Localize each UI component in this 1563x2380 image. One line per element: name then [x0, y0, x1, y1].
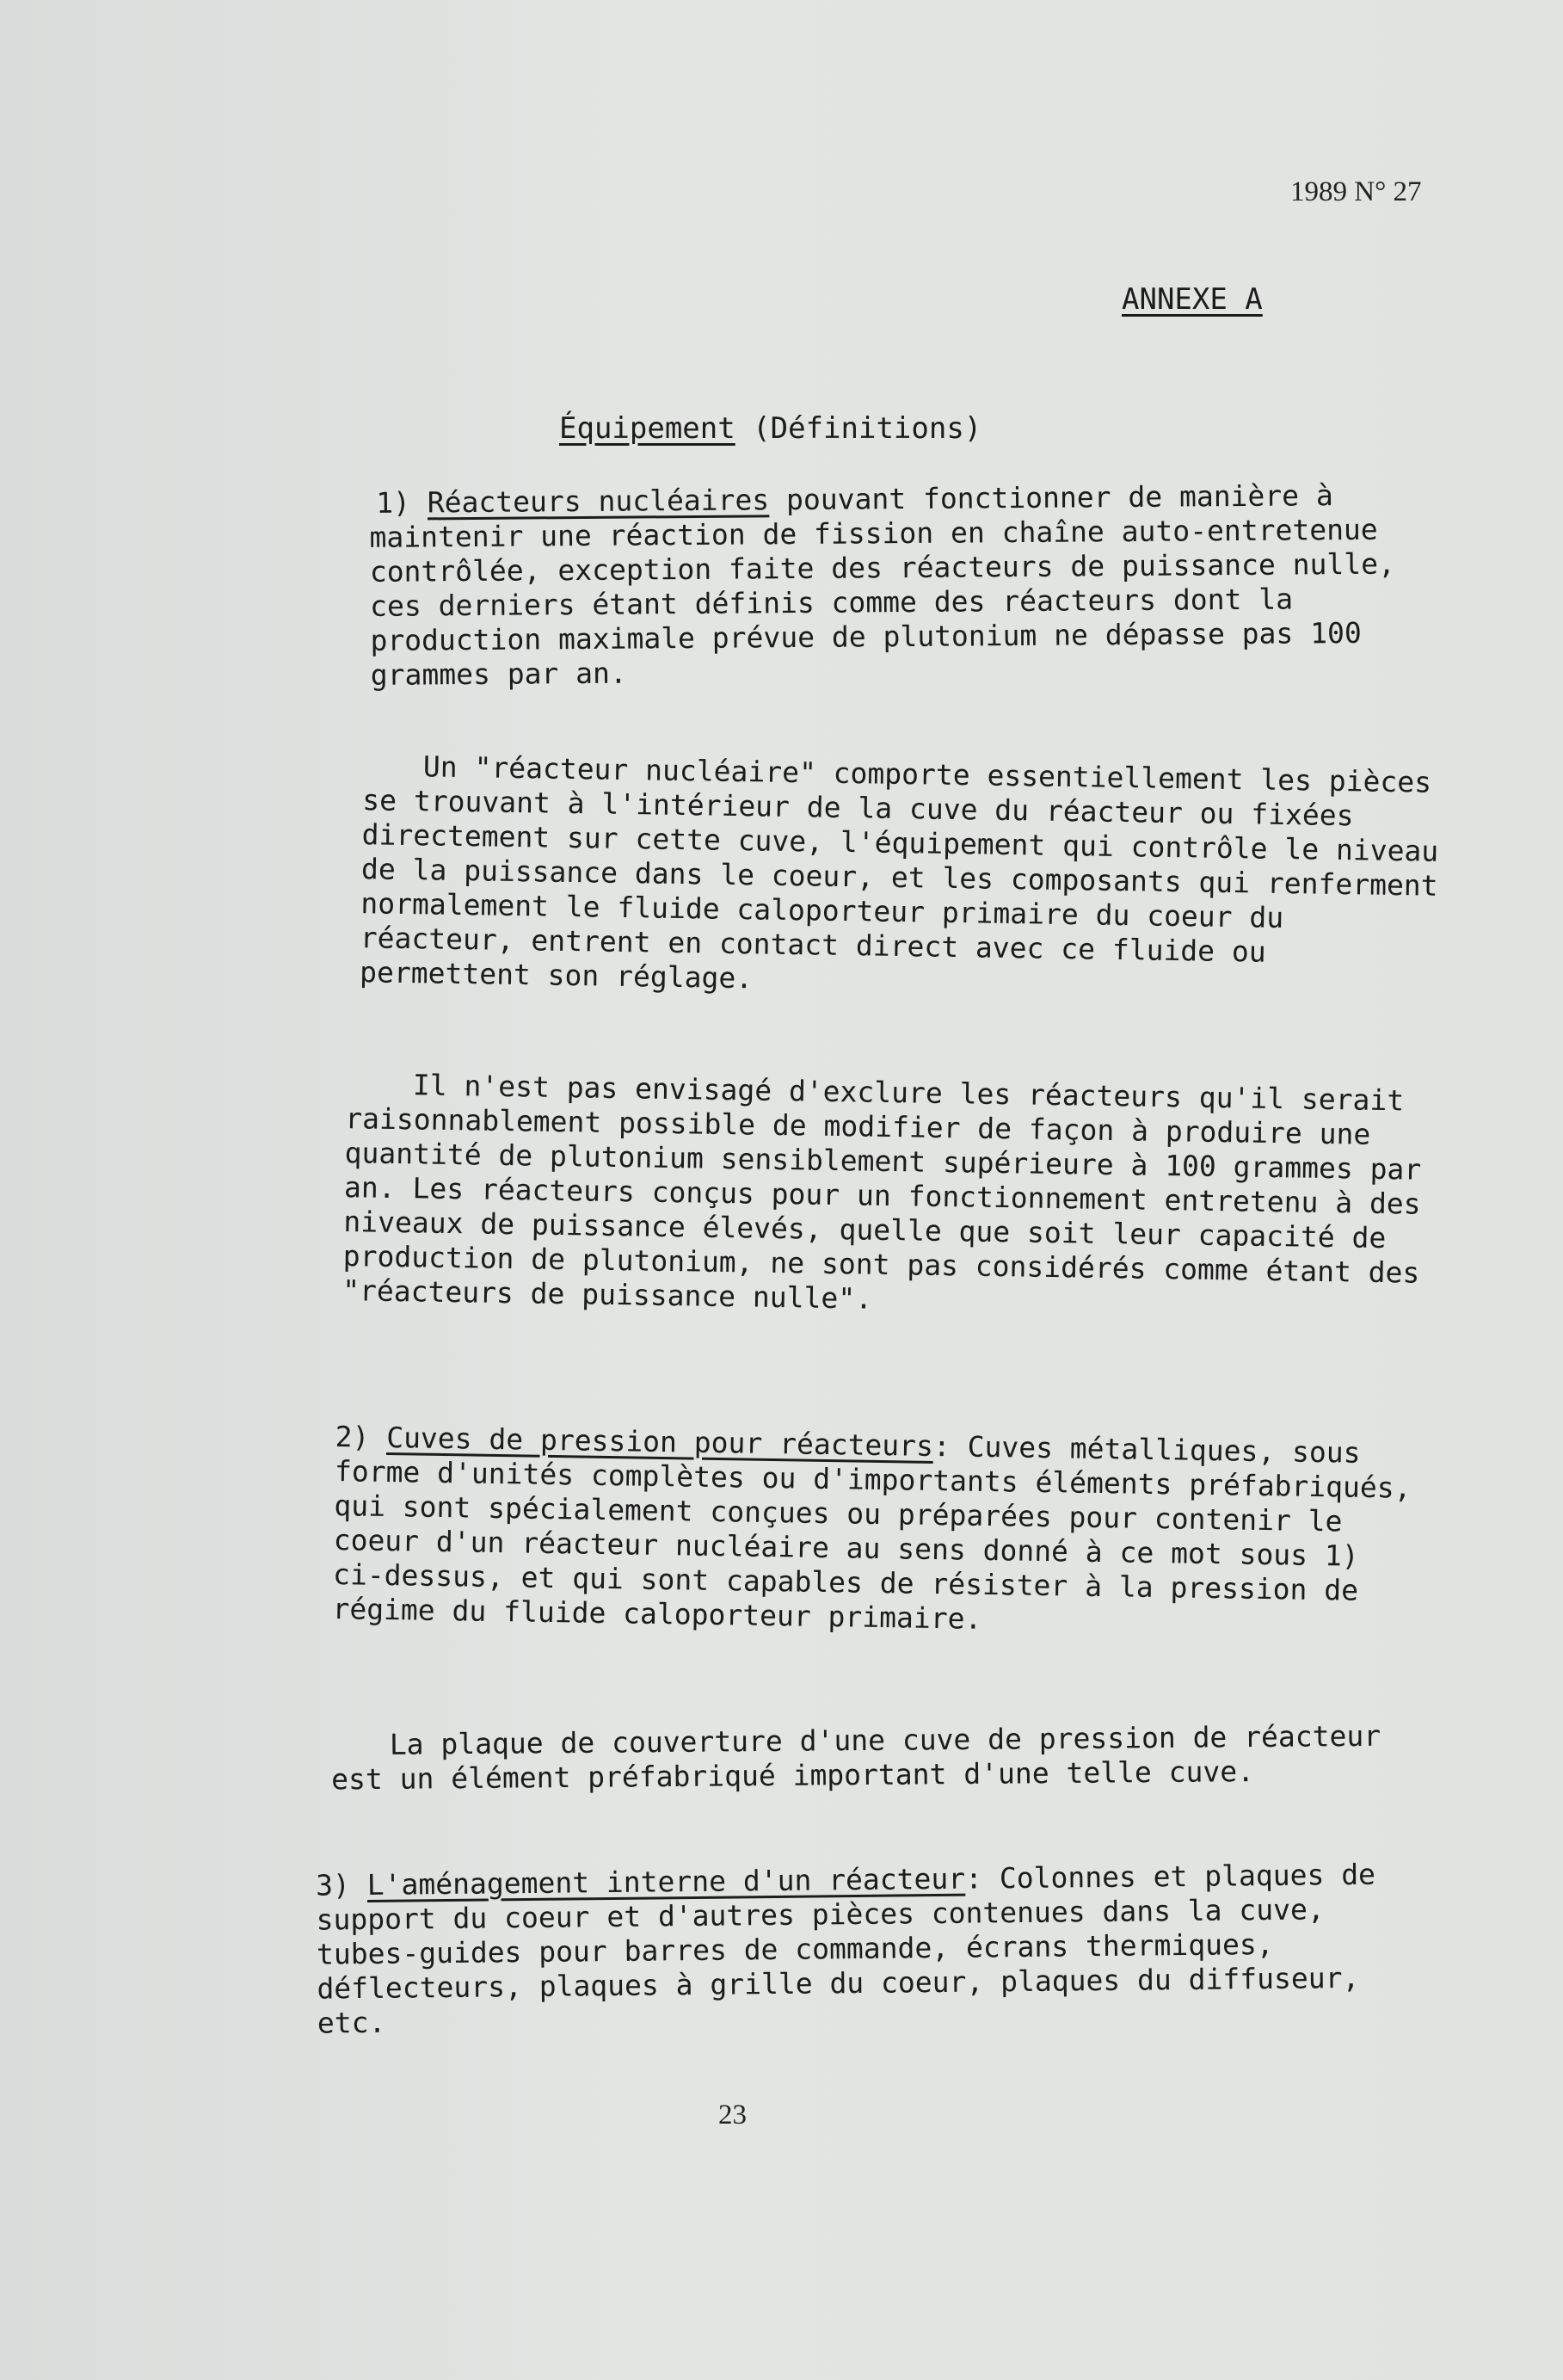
item-2-paragraph-1	[331, 1719, 1399, 1797]
item-1-paragraph-1-text: Un "réacteur nucléaire" comporte essentiellement les pièces se trouvant à l'intérieur de la cuve du réacteur ou fixées directement sur cette cuve, l'équipement qui contrôle le niveau de la puissance dans le coeur, et les composants qui renferment normalement le fluide caloporteur primaire du coeur du réacteur, entrent en contact direct avec ce fluide ou permettent son réglage.	[359, 749, 1439, 996]
item-3-number: 3)	[315, 1867, 368, 1902]
item-3-body: : Colonnes et plaques de support du coeur et d'autres pièces contenues dans la cuve, tubes-guides pour barres de commande, écrans thermiques, déflecteurs, plaques à grille du coeur, plaques du diffuseur, etc.	[316, 1857, 1376, 2040]
item-1-title: Réacteurs nucléaires	[427, 483, 770, 520]
item-1-number: 1)	[376, 485, 428, 520]
section-heading-main: Équipement	[559, 411, 735, 446]
section-heading-sub: (Définitions)	[735, 411, 982, 446]
item-1-text	[369, 478, 1450, 693]
item-1-paragraph-1	[360, 749, 1443, 1007]
item-1-paragraph-2	[342, 1067, 1434, 1325]
page-number: 23	[718, 2099, 747, 2130]
item-3-text	[316, 1857, 1400, 2040]
item-1-body: pouvant fonctionner de manière à maintenir une réaction de fission en chaîne auto-entretenue contrôlée, exception faite des réacteurs de puissance nulle, ces derniers étant définis comme des réacteurs dont la production maximale prévue de plutonium ne dépasse pas 100 grammes par an.	[369, 478, 1396, 692]
header-reference: 1989 N° 27	[1290, 176, 1422, 207]
item-3-title: L'aménagement interne d'un réacteur	[366, 1861, 966, 1902]
item-2-text	[332, 1420, 1428, 1643]
item-2	[332, 1420, 1428, 1643]
item-2-number: 2)	[335, 1420, 387, 1454]
section-heading	[559, 411, 981, 446]
item-2-title: Cuves de pression pour réacteurs	[385, 1420, 934, 1463]
item-1	[369, 478, 1450, 693]
item-3	[316, 1857, 1400, 2040]
item-2-body: : Cuves métalliques, sous forme d'unités complètes ou d'importants éléments préfabriqués, qui sont spécialement conçues ou préparées pour contenir le coeur d'un réacteur nucléaire au sens donné à ce mot sous 1) ci-dessus, et qui sont capables de résister à la pression de régime du fluide caloporteur primaire.	[332, 1428, 1412, 1636]
item-1-paragraph-2-text: Il n'est pas envisagé d'exclure les réacteurs qu'il serait raisonnablement possible de modifier de façon à produire une quantité de plutonium sensiblement supérieure à 100 grammes par an. Les réacteurs conçus pour un fonctionnement entretenu à des niveaux de puissance élevés, quelle que soit leur capacité de production de plutonium, ne sont pas considérés comme étant des "réacteurs de puissance nulle".	[342, 1068, 1422, 1316]
annex-title: ANNEXE A	[1122, 282, 1263, 317]
item-2-paragraph-1-text: La plaque de couverture d'une cuve de pression de réacteur est un élément préfabriqué important d'une telle cuve.	[331, 1718, 1381, 1797]
